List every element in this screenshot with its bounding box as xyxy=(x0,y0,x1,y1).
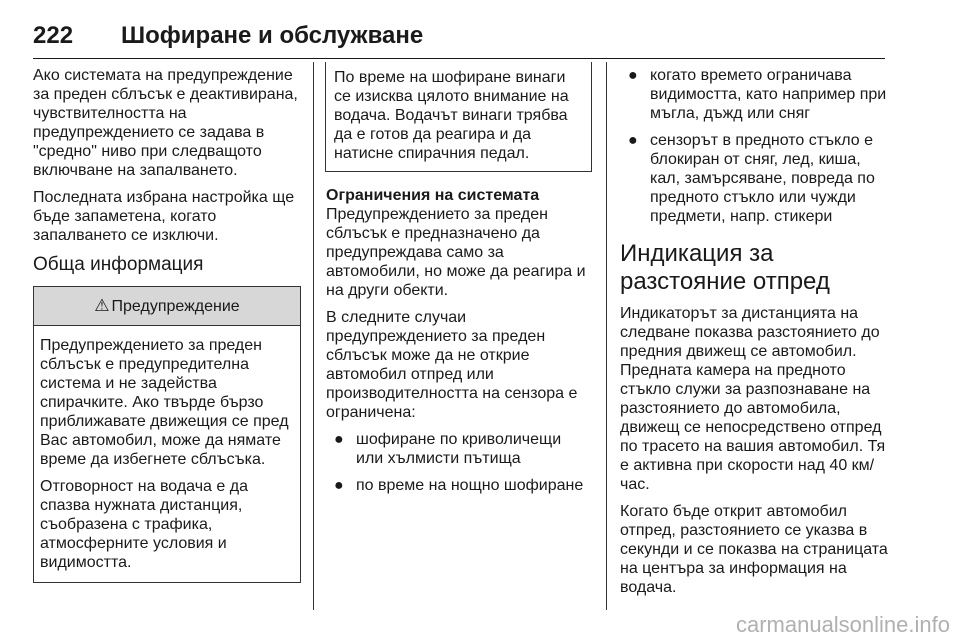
list-item: ● когато времето ограничава видимостта, като например при мъгла, дъжд или сняг xyxy=(628,67,887,122)
list-item: ● шофиране по криволичещи или хълмисти пътища xyxy=(334,431,562,467)
bullet-icon: ● xyxy=(628,132,638,149)
warning-header xyxy=(34,286,300,326)
page-title: Шофиране и обслужване xyxy=(121,22,424,49)
bullet-list xyxy=(326,430,592,495)
note-box xyxy=(325,62,592,172)
paragraph: Последната избрана настройка ще бъде запаметена, когато запалването се изключи. xyxy=(33,189,295,244)
watermark: carmanualsonline.info xyxy=(735,612,950,637)
paragraph: Когато бъде открит автомобил отпред, разстоянието се указва в секунди и се показва на страницата на центъра за информация на водача. xyxy=(620,503,888,596)
bullet-icon: ● xyxy=(628,67,638,84)
column-divider xyxy=(313,62,314,610)
paragraph: Ако системата на предупреждение за преден сблъсък е деактивирана, чувствителността на предупреждението се задава в "средно" ниво при следващото включване на запалването. xyxy=(33,67,298,179)
section-heading-large: Индикация за разстояние отпред xyxy=(620,240,830,295)
warning-body xyxy=(34,326,300,582)
column-3 xyxy=(620,66,888,605)
note-text: По време на шофиране винаги се изисква цялото внимание на водача. Водачът винаги трябва да е готов да реагира и да натисне спирачния педал. xyxy=(334,69,569,162)
column-2 xyxy=(326,62,592,503)
list-item: ● сензорът в предното стъкло е блокиран от сняг, лед, киша, кал, замърсяване, повреда по предното стъкло или чужди предмети, напр. стикери xyxy=(628,132,875,225)
bullet-list xyxy=(620,66,888,226)
section-heading: Ограничения на системата xyxy=(326,187,540,204)
column-1 xyxy=(33,66,301,583)
paragraph: Индикаторът за дистанцията на следване показва разстоянието до предния движещ се автомобил. Предната камера на предното стъкло служи за разпознаване на разстоянието до автомобила, движещ се непосредствено отпред по трасето на вашия автомобил. Тя е активна при скорости над 40 км/час. xyxy=(620,305,886,493)
page-number: 222 xyxy=(33,22,74,49)
bullet-icon: ● xyxy=(334,431,344,448)
warning-paragraph: Отговорност на водача е да спазва нужната дистанция, съобразена с трафика, атмосферните условия и видимостта. xyxy=(40,478,248,571)
warning-title: Предупреждение xyxy=(111,298,240,315)
warning-paragraph: Предупреждението за преден сблъсък е предупредителна система и не задейства спирачките. Ако твърде бързо приближавате движещия се пред Вас автомобил, може да нямате време да избегнете сблъсъка. xyxy=(40,337,289,468)
list-item: ● по време на нощно шофиране xyxy=(334,477,584,494)
section-subheading: Обща информация xyxy=(33,254,204,275)
page-header xyxy=(33,22,885,59)
column-divider xyxy=(606,62,607,610)
paragraph: В следните случаи предупреждението за преден сблъсък може да не открие автомобил отпред или производителността на сензора е ограничена: xyxy=(326,309,578,421)
bullet-icon: ● xyxy=(334,477,344,494)
warning-box xyxy=(33,286,301,583)
warning-icon: ⚠ xyxy=(94,296,110,315)
paragraph: Предупреждението за преден сблъсък е предназначено да предупреждава само за автомобили, но може да реагира и на други обекти. xyxy=(326,206,586,299)
